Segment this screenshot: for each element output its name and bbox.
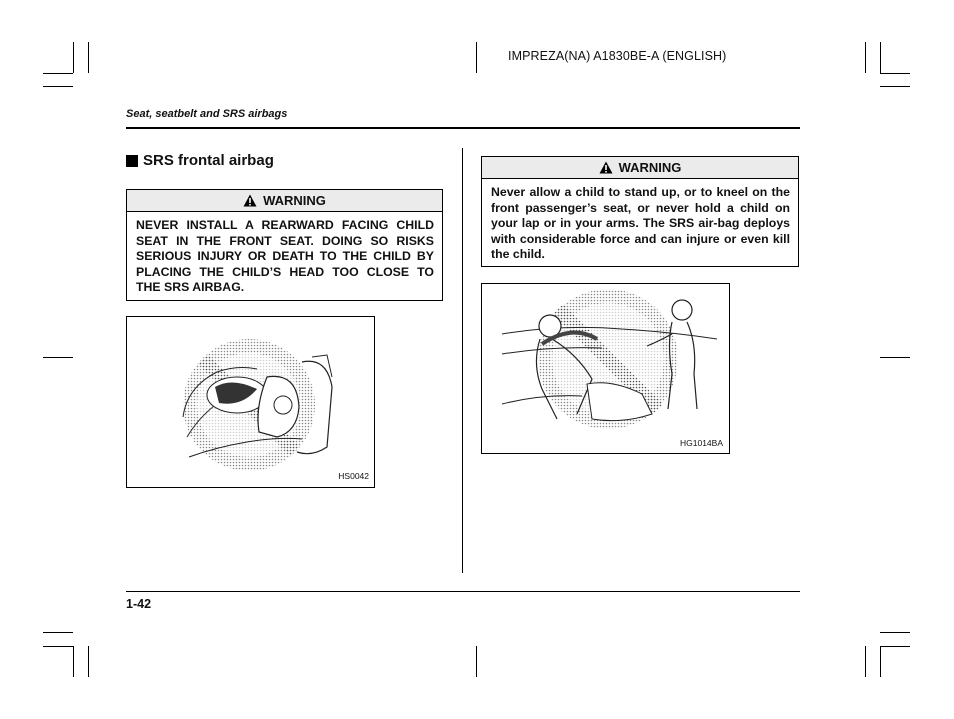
crop-mark — [476, 646, 477, 677]
section-heading — [126, 152, 274, 169]
crop-mark — [880, 86, 910, 87]
figure-hs0042 — [126, 316, 375, 488]
crop-mark — [43, 646, 73, 647]
crop-mark — [880, 73, 910, 74]
crop-mark — [43, 357, 73, 358]
warning-box-right — [481, 156, 799, 267]
crop-mark — [73, 646, 74, 677]
footer-rule — [126, 591, 800, 592]
header-rule — [126, 127, 800, 129]
document-code: IMPREZA(NA) A1830BE-A (ENGLISH) — [508, 49, 727, 63]
warning-body: NEVER INSTALL A REARWARD FACING CHILD SEAT IN THE FRONT SEAT. DOING SO RISKS SERIOUS INJURY OR DEATH TO THE CHILD BY PLACING THE CHILD’S HEAD TOO CLOSE TO THE SRS AIRBAG. — [136, 218, 434, 295]
crop-mark — [865, 646, 866, 677]
warning-triangle-icon — [243, 194, 257, 207]
page-number: 1-42 — [126, 597, 152, 611]
warning-body: Never allow a child to stand up, or to kneel on the front passenger’s seat, or never hold a child on your lap or in your arms. The SRS air-bag deploys with considerable force and can injure or even kill the child. — [491, 185, 790, 262]
square-bullet-icon — [126, 155, 138, 167]
crop-mark — [43, 632, 73, 633]
crop-mark — [476, 42, 477, 73]
crop-mark — [880, 646, 881, 677]
crop-mark — [88, 42, 89, 73]
warning-header — [482, 157, 798, 179]
crop-mark — [865, 42, 866, 73]
warning-box-left — [126, 189, 443, 301]
crop-mark — [880, 42, 881, 73]
crop-mark — [43, 73, 73, 74]
crop-mark — [73, 42, 74, 73]
warning-triangle-icon — [599, 161, 613, 174]
crop-mark — [43, 86, 73, 87]
crop-mark — [880, 646, 910, 647]
figure-code: HG1014BA — [680, 438, 723, 448]
column-divider — [462, 148, 463, 573]
section-heading-text: SRS frontal airbag — [143, 152, 274, 169]
crop-mark — [880, 632, 910, 633]
figure-code: HS0042 — [338, 471, 369, 481]
crop-mark — [88, 646, 89, 677]
child-standing-illustration — [482, 284, 729, 453]
crop-mark — [880, 357, 910, 358]
warning-title: WARNING — [618, 160, 682, 175]
figure-hg1014ba — [481, 283, 730, 454]
rearward-child-seat-illustration — [127, 317, 374, 487]
warning-title: WARNING — [263, 193, 326, 208]
section-title: Seat, seatbelt and SRS airbags — [126, 108, 288, 120]
warning-header — [127, 190, 442, 212]
